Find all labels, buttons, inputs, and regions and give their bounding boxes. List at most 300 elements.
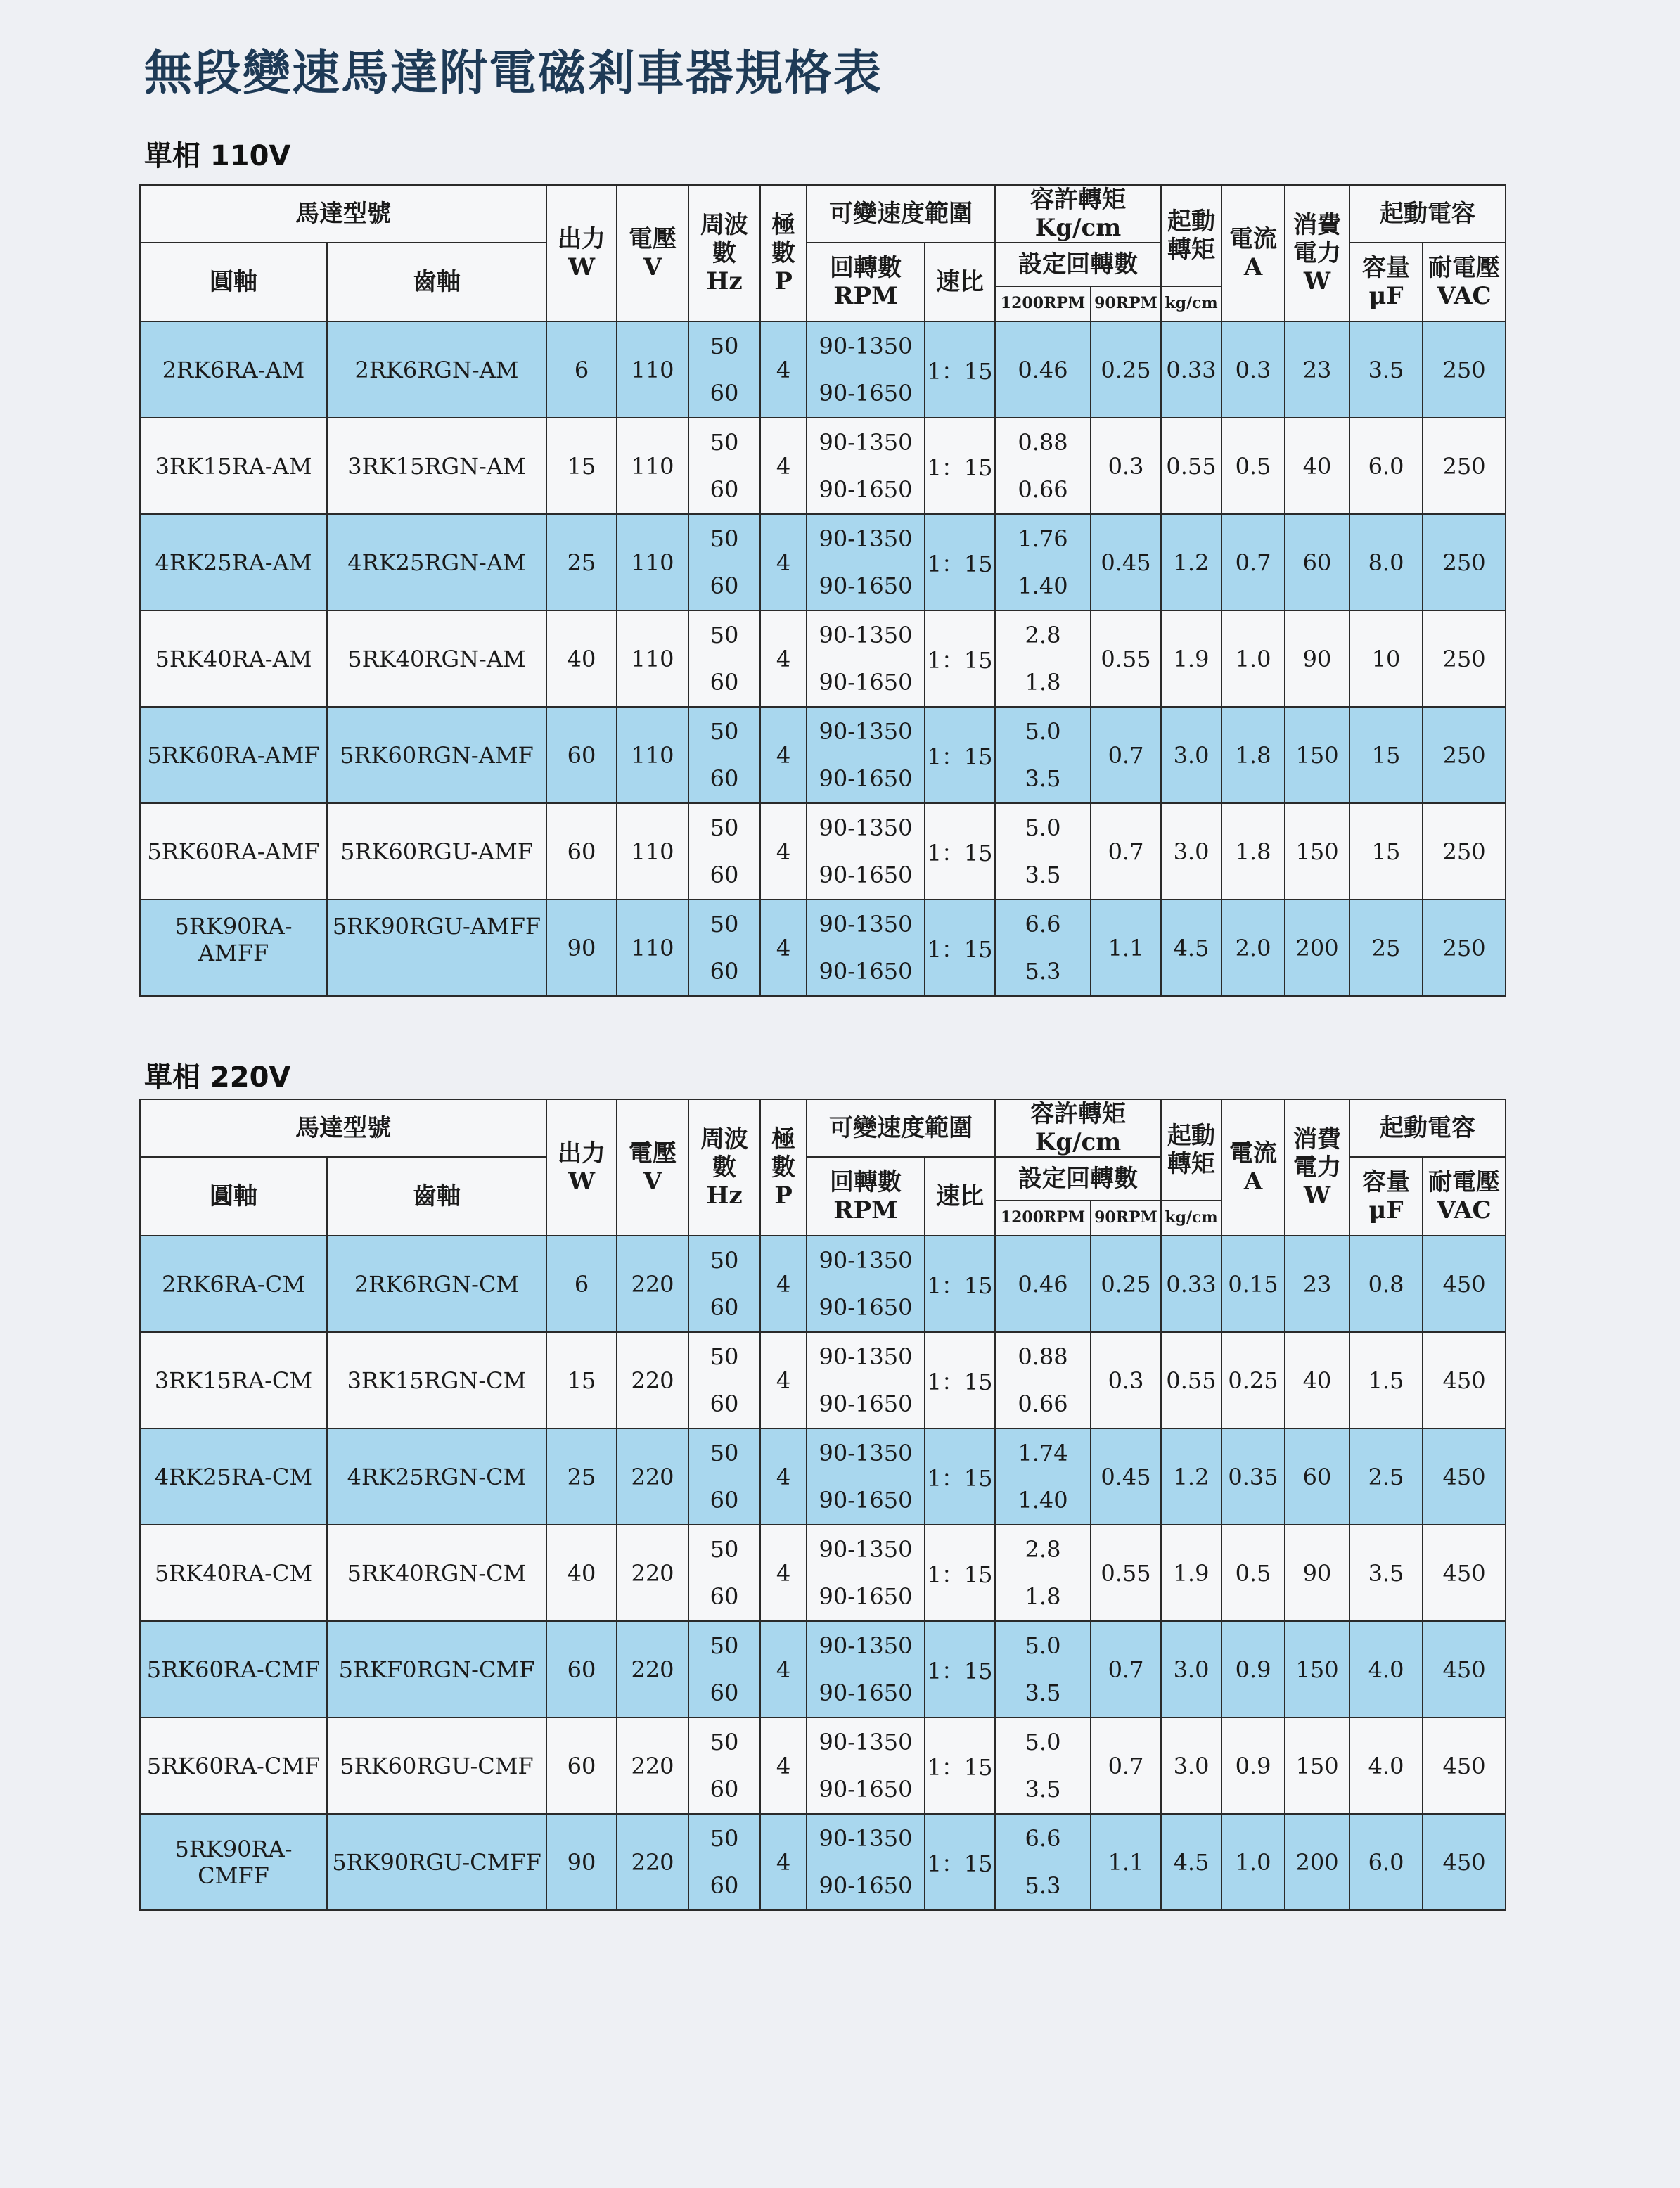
text: 0.88 [1018, 428, 1068, 456]
table-row [140, 1236, 1506, 1332]
rpm1200-header [995, 286, 1091, 321]
gear-shaft-model: 2RK6RGN-CM [327, 1236, 546, 1332]
ratio-value: 1：15 [925, 900, 995, 996]
text: VAC [1437, 282, 1492, 311]
text: 50 [710, 1439, 739, 1466]
current-value: 2.0 [1221, 900, 1285, 996]
text: 出力 [558, 225, 605, 253]
text: 5.3 [1025, 1872, 1061, 1900]
torque-1200-value: 0.46 [995, 1236, 1091, 1332]
power-value: 150 [1285, 1717, 1349, 1814]
text: 90RPM [1094, 1208, 1158, 1227]
capacity-header [1349, 243, 1423, 321]
current-value: 0.3 [1221, 321, 1285, 418]
start-torque-unit [1161, 286, 1221, 321]
output-value: 40 [546, 610, 617, 707]
torque-header [995, 1099, 1161, 1157]
text: 1.40 [1018, 1487, 1068, 1514]
text: 齒軸 [413, 1182, 461, 1211]
text: 回轉數 [830, 1168, 902, 1197]
rpm-value [807, 900, 925, 996]
poles-value: 4 [760, 610, 807, 707]
text: 90-1650 [819, 669, 913, 696]
text: A [1243, 1167, 1263, 1196]
gear-shaft-model: 5RKF0RGN-CMF [327, 1621, 546, 1717]
text: RPM [833, 1196, 898, 1225]
text: 2.8 [1025, 1535, 1061, 1563]
frequency-value [688, 1814, 760, 1910]
rpm-value [807, 1717, 925, 1814]
table-row [140, 1717, 1506, 1814]
torque-1200-value: 0.46 [995, 321, 1091, 418]
text: W [568, 253, 596, 282]
frequency-value [688, 1717, 760, 1814]
text: 起動 [1167, 1122, 1216, 1150]
voltage-value: 110 [617, 514, 688, 610]
text: 6.6 [1025, 910, 1061, 938]
withstand-value: 450 [1423, 1814, 1506, 1910]
capacity-value: 15 [1349, 803, 1423, 900]
torque-1200-value [995, 1525, 1091, 1621]
torque-90-value: 0.25 [1091, 1236, 1161, 1332]
text: 60 [710, 1680, 739, 1707]
text: 90-1650 [819, 1872, 913, 1900]
torque-1200-value [995, 1428, 1091, 1525]
text: 設定回轉數 [1018, 1165, 1138, 1194]
table-row [140, 1332, 1506, 1428]
text: 起動電容 [1380, 1114, 1476, 1143]
text: 90-1350 [819, 1439, 913, 1466]
voltage-value: 110 [617, 418, 688, 514]
torque-90-value: 0.55 [1091, 1525, 1161, 1621]
text: 50 [710, 814, 739, 841]
withstand-value: 250 [1423, 610, 1506, 707]
voltage-value: 220 [617, 1332, 688, 1428]
text: 90-1650 [819, 862, 913, 889]
current-header [1221, 185, 1285, 321]
text: 50 [710, 910, 739, 938]
text: 出力 [558, 1139, 605, 1167]
withstand-value: 450 [1423, 1332, 1506, 1428]
text: 容量 [1362, 1168, 1411, 1197]
text: 90-1350 [819, 717, 913, 745]
text: 90-1350 [819, 525, 913, 552]
round-shaft-model: 2RK6RA-AM [140, 321, 327, 418]
text: μF [1368, 282, 1404, 311]
text: 消費 [1293, 210, 1342, 239]
frequency-value [688, 418, 760, 514]
text: 60 [710, 765, 739, 793]
text: 數 [771, 239, 795, 268]
capacitor-header [1349, 1099, 1506, 1157]
start-torque-value: 3.0 [1161, 803, 1221, 900]
text: P [774, 1182, 793, 1210]
text: 90-1350 [819, 1824, 913, 1852]
start-torque-value: 3.0 [1161, 707, 1221, 803]
text: 60 [710, 1872, 739, 1900]
gear-shaft-model: 5RK60RGN-AMF [327, 707, 546, 803]
text: 50 [710, 428, 739, 456]
capacity-value: 15 [1349, 707, 1423, 803]
current-value: 1.0 [1221, 1814, 1285, 1910]
frequency-value [688, 1236, 760, 1332]
text: kg/cm [1165, 1208, 1218, 1227]
text: 容許轉矩Kg/cm [1030, 186, 1126, 243]
current-value: 1.8 [1221, 803, 1285, 900]
text: W [1303, 1182, 1331, 1210]
torque-90-value: 0.25 [1091, 321, 1161, 418]
text: RPM [833, 282, 898, 311]
text: 90-1350 [819, 1343, 913, 1370]
gear-shaft-model: 5RK40RGN-CM [327, 1525, 546, 1621]
speed-range-header [807, 185, 995, 243]
gear-shaft-model: 4RK25RGN-CM [327, 1428, 546, 1525]
torque-90-value: 0.55 [1091, 610, 1161, 707]
power-value: 90 [1285, 1525, 1349, 1621]
ratio-value: 1：15 [925, 1236, 995, 1332]
text: 圓軸 [210, 268, 257, 297]
frequency-header [688, 185, 760, 321]
text: 周波數 [700, 1125, 748, 1182]
torque-1200-value [995, 1717, 1091, 1814]
text: 回轉數 [830, 254, 902, 283]
output-value: 60 [546, 707, 617, 803]
capacity-value: 3.5 [1349, 1525, 1423, 1621]
round-shaft-model: 2RK6RA-CM [140, 1236, 327, 1332]
poles-header [760, 185, 807, 321]
rpm-header [807, 1157, 925, 1236]
torque-90-value: 1.1 [1091, 900, 1161, 996]
poles-value: 4 [760, 1332, 807, 1428]
voltage-value: 110 [617, 900, 688, 996]
speed-range-header [807, 1099, 995, 1157]
torque-90-value: 1.1 [1091, 1814, 1161, 1910]
round-shaft-model: 5RK90RA-AMFF [140, 900, 327, 996]
torque-1200-value [995, 900, 1091, 996]
rpm-value [807, 610, 925, 707]
rpm-value [807, 707, 925, 803]
text: 速比 [936, 268, 984, 297]
text: 90-1650 [819, 1390, 913, 1418]
text: 50 [710, 332, 739, 359]
power-value: 40 [1285, 418, 1349, 514]
rpm-value [807, 1236, 925, 1332]
table-row [140, 900, 1506, 996]
text: Hz [706, 267, 743, 296]
voltage-value: 110 [617, 610, 688, 707]
text: 90-1650 [819, 572, 913, 600]
text: 60 [710, 1390, 739, 1418]
text: 50 [710, 717, 739, 745]
power-value: 200 [1285, 1814, 1349, 1910]
power-header [1285, 185, 1349, 321]
frequency-value [688, 321, 760, 418]
voltage-header [617, 185, 688, 321]
start-torque-value: 0.55 [1161, 1332, 1221, 1428]
torque-1200-value [995, 1621, 1091, 1717]
gear-shaft-model: 4RK25RGN-AM [327, 514, 546, 610]
current-value: 0.9 [1221, 1717, 1285, 1814]
section-heading-110v: 單相 110V [144, 140, 291, 172]
gear-shaft-model: 3RK15RGN-AM [327, 418, 546, 514]
withstand-value: 250 [1423, 707, 1506, 803]
voltage-value: 220 [617, 1717, 688, 1814]
text: W [1303, 267, 1331, 296]
ratio-value: 1：15 [925, 803, 995, 900]
ratio-header [925, 1157, 995, 1236]
text: 60 [710, 476, 739, 504]
text: 90-1350 [819, 1728, 913, 1755]
table-row [140, 514, 1506, 610]
start-torque-value: 1.9 [1161, 1525, 1221, 1621]
power-value: 23 [1285, 321, 1349, 418]
poles-value: 4 [760, 900, 807, 996]
frequency-header [688, 1099, 760, 1236]
gear-shaft-model: 5RK90RGU-AMFF [327, 900, 546, 996]
poles-value: 4 [760, 1621, 807, 1717]
table-row [140, 1428, 1506, 1525]
text: 消費 [1293, 1125, 1342, 1153]
withstand-value: 450 [1423, 1236, 1506, 1332]
withstand-value: 250 [1423, 418, 1506, 514]
text: 容量 [1362, 254, 1411, 283]
round-shaft-model: 5RK60RA-CMF [140, 1717, 327, 1814]
text: 50 [710, 1343, 739, 1370]
text: VAC [1437, 1196, 1492, 1225]
ratio-value: 1：15 [925, 514, 995, 610]
ratio-header [925, 243, 995, 321]
rpm-value [807, 418, 925, 514]
output-value: 60 [546, 1621, 617, 1717]
voltage-value: 220 [617, 1621, 688, 1717]
text: 5.0 [1025, 814, 1061, 841]
text: 5.0 [1025, 1728, 1061, 1755]
text: 3.5 [1025, 765, 1061, 793]
rpm-value [807, 1428, 925, 1525]
text: 50 [710, 1246, 739, 1274]
text: 50 [710, 1632, 739, 1659]
output-header [546, 185, 617, 321]
ratio-value: 1：15 [925, 321, 995, 418]
text: 圓軸 [210, 1182, 257, 1211]
text: 0.88 [1018, 1343, 1068, 1370]
round-shaft-model: 5RK60RA-AMF [140, 803, 327, 900]
round-shaft-model: 4RK25RA-AM [140, 514, 327, 610]
text: 耐電壓 [1428, 254, 1501, 283]
text: 60 [710, 862, 739, 889]
rpm-value [807, 803, 925, 900]
frequency-value [688, 514, 760, 610]
ratio-value: 1：15 [925, 707, 995, 803]
frequency-value [688, 707, 760, 803]
gear-shaft-header [327, 1157, 546, 1236]
poles-value: 4 [760, 707, 807, 803]
gear-shaft-model: 5RK40RGN-AM [327, 610, 546, 707]
capacity-value: 8.0 [1349, 514, 1423, 610]
text: 1.8 [1025, 669, 1061, 696]
poles-value: 4 [760, 1717, 807, 1814]
text: W [568, 1167, 596, 1196]
spec-table-110v [139, 184, 1506, 997]
start-torque-value: 1.2 [1161, 514, 1221, 610]
poles-value: 4 [760, 418, 807, 514]
text: 1.40 [1018, 572, 1068, 600]
text: 電壓 [629, 225, 677, 253]
frequency-value [688, 900, 760, 996]
rpm-value [807, 1525, 925, 1621]
torque-90-value: 0.45 [1091, 514, 1161, 610]
text: 速比 [936, 1182, 984, 1211]
withstand-value: 450 [1423, 1621, 1506, 1717]
poles-value: 4 [760, 1814, 807, 1910]
torque-90-value: 0.7 [1091, 1621, 1161, 1717]
power-value: 40 [1285, 1332, 1349, 1428]
output-value: 25 [546, 1428, 617, 1525]
text: 90-1350 [819, 910, 913, 938]
table-row [140, 418, 1506, 514]
text: 50 [710, 1728, 739, 1755]
current-value: 1.0 [1221, 610, 1285, 707]
text: 60 [710, 1487, 739, 1514]
capacity-value: 6.0 [1349, 418, 1423, 514]
text: 90-1650 [819, 1680, 913, 1707]
power-value: 200 [1285, 900, 1349, 996]
capacity-header [1349, 1157, 1423, 1236]
rpm-value [807, 1814, 925, 1910]
power-value: 150 [1285, 707, 1349, 803]
table-row [140, 707, 1506, 803]
withstand-value: 250 [1423, 321, 1506, 418]
text: 起動電容 [1380, 200, 1476, 229]
power-value: 90 [1285, 610, 1349, 707]
capacity-value: 3.5 [1349, 321, 1423, 418]
text: 耐電壓 [1428, 1168, 1501, 1197]
voltage-value: 220 [617, 1814, 688, 1910]
text: 容許轉矩Kg/cm [1030, 1100, 1126, 1157]
text: 電壓 [629, 1139, 677, 1167]
text: Hz [706, 1182, 743, 1210]
voltage-value: 110 [617, 321, 688, 418]
rpm-value [807, 321, 925, 418]
withstand-value: 450 [1423, 1428, 1506, 1525]
current-header [1221, 1099, 1285, 1236]
text: 馬達型號 [295, 200, 391, 229]
ratio-value: 1：15 [925, 1621, 995, 1717]
rpm90-header [1091, 286, 1161, 321]
withstand-value: 450 [1423, 1717, 1506, 1814]
current-value: 0.9 [1221, 1621, 1285, 1717]
capacity-value: 25 [1349, 900, 1423, 996]
rpm-value [807, 1621, 925, 1717]
text: 電力 [1293, 239, 1342, 268]
start-torque-value: 4.5 [1161, 900, 1221, 996]
text: 1.74 [1018, 1439, 1068, 1466]
gear-shaft-header [327, 243, 546, 321]
ratio-value: 1：15 [925, 1525, 995, 1621]
gear-shaft-model: 2RK6RGN-AM [327, 321, 546, 418]
round-shaft-header [140, 1157, 327, 1236]
text: 1200RPM [1000, 1208, 1086, 1227]
round-shaft-model: 5RK90RA-CMFF [140, 1814, 327, 1910]
text: 電流 [1229, 1139, 1278, 1167]
text: V [643, 1167, 662, 1196]
torque-90-value: 0.3 [1091, 418, 1161, 514]
rpm90-header [1091, 1201, 1161, 1236]
capacitor-header [1349, 185, 1506, 243]
output-value: 25 [546, 514, 617, 610]
table-row [140, 1525, 1506, 1621]
text: 90-1650 [819, 380, 913, 407]
text: 齒軸 [413, 268, 461, 297]
torque-1200-value [995, 1814, 1091, 1910]
text: 轉矩 [1167, 236, 1216, 264]
current-value: 0.7 [1221, 514, 1285, 610]
withstand-value: 250 [1423, 803, 1506, 900]
output-value: 6 [546, 1236, 617, 1332]
frequency-value [688, 803, 760, 900]
withstand-header [1423, 1157, 1506, 1236]
text: 極 [771, 210, 795, 239]
text: 極 [771, 1125, 795, 1153]
start-torque-value: 1.2 [1161, 1428, 1221, 1525]
text: 周波數 [700, 210, 748, 268]
text: 5.3 [1025, 958, 1061, 985]
capacity-value: 2.5 [1349, 1428, 1423, 1525]
poles-value: 4 [760, 1525, 807, 1621]
output-header [546, 1099, 617, 1236]
text: 6.6 [1025, 1824, 1061, 1852]
round-shaft-model: 3RK15RA-CM [140, 1332, 327, 1428]
text: 90-1350 [819, 428, 913, 456]
output-value: 60 [546, 1717, 617, 1814]
table-row [140, 610, 1506, 707]
power-value: 60 [1285, 514, 1349, 610]
start-torque-value: 0.33 [1161, 1236, 1221, 1332]
text: A [1243, 253, 1263, 282]
output-value: 90 [546, 900, 617, 996]
current-value: 0.25 [1221, 1332, 1285, 1428]
power-header [1285, 1099, 1349, 1236]
text: 3.5 [1025, 862, 1061, 889]
ratio-value: 1：15 [925, 610, 995, 707]
text: 電力 [1293, 1153, 1342, 1182]
text: 50 [710, 525, 739, 552]
round-shaft-model: 5RK40RA-AM [140, 610, 327, 707]
power-value: 150 [1285, 1621, 1349, 1717]
frequency-value [688, 610, 760, 707]
text: 90-1350 [819, 814, 913, 841]
text: 0.66 [1018, 476, 1068, 504]
round-shaft-model: 3RK15RA-AM [140, 418, 327, 514]
voltage-value: 110 [617, 803, 688, 900]
start-torque-value: 1.9 [1161, 610, 1221, 707]
start-torque-value: 0.55 [1161, 418, 1221, 514]
torque-1200-value [995, 610, 1091, 707]
text: V [643, 253, 662, 282]
text: 60 [710, 669, 739, 696]
text: 90RPM [1094, 294, 1158, 313]
torque-1200-value [995, 803, 1091, 900]
round-shaft-header [140, 243, 327, 321]
round-shaft-model: 5RK60RA-CMF [140, 1621, 327, 1717]
round-shaft-model: 5RK40RA-CM [140, 1525, 327, 1621]
table-row [140, 1814, 1506, 1910]
start-torque-value: 0.33 [1161, 321, 1221, 418]
text: 3.5 [1025, 1776, 1061, 1803]
capacity-value: 4.0 [1349, 1621, 1423, 1717]
text: 90-1650 [819, 765, 913, 793]
torque-header [995, 185, 1161, 243]
